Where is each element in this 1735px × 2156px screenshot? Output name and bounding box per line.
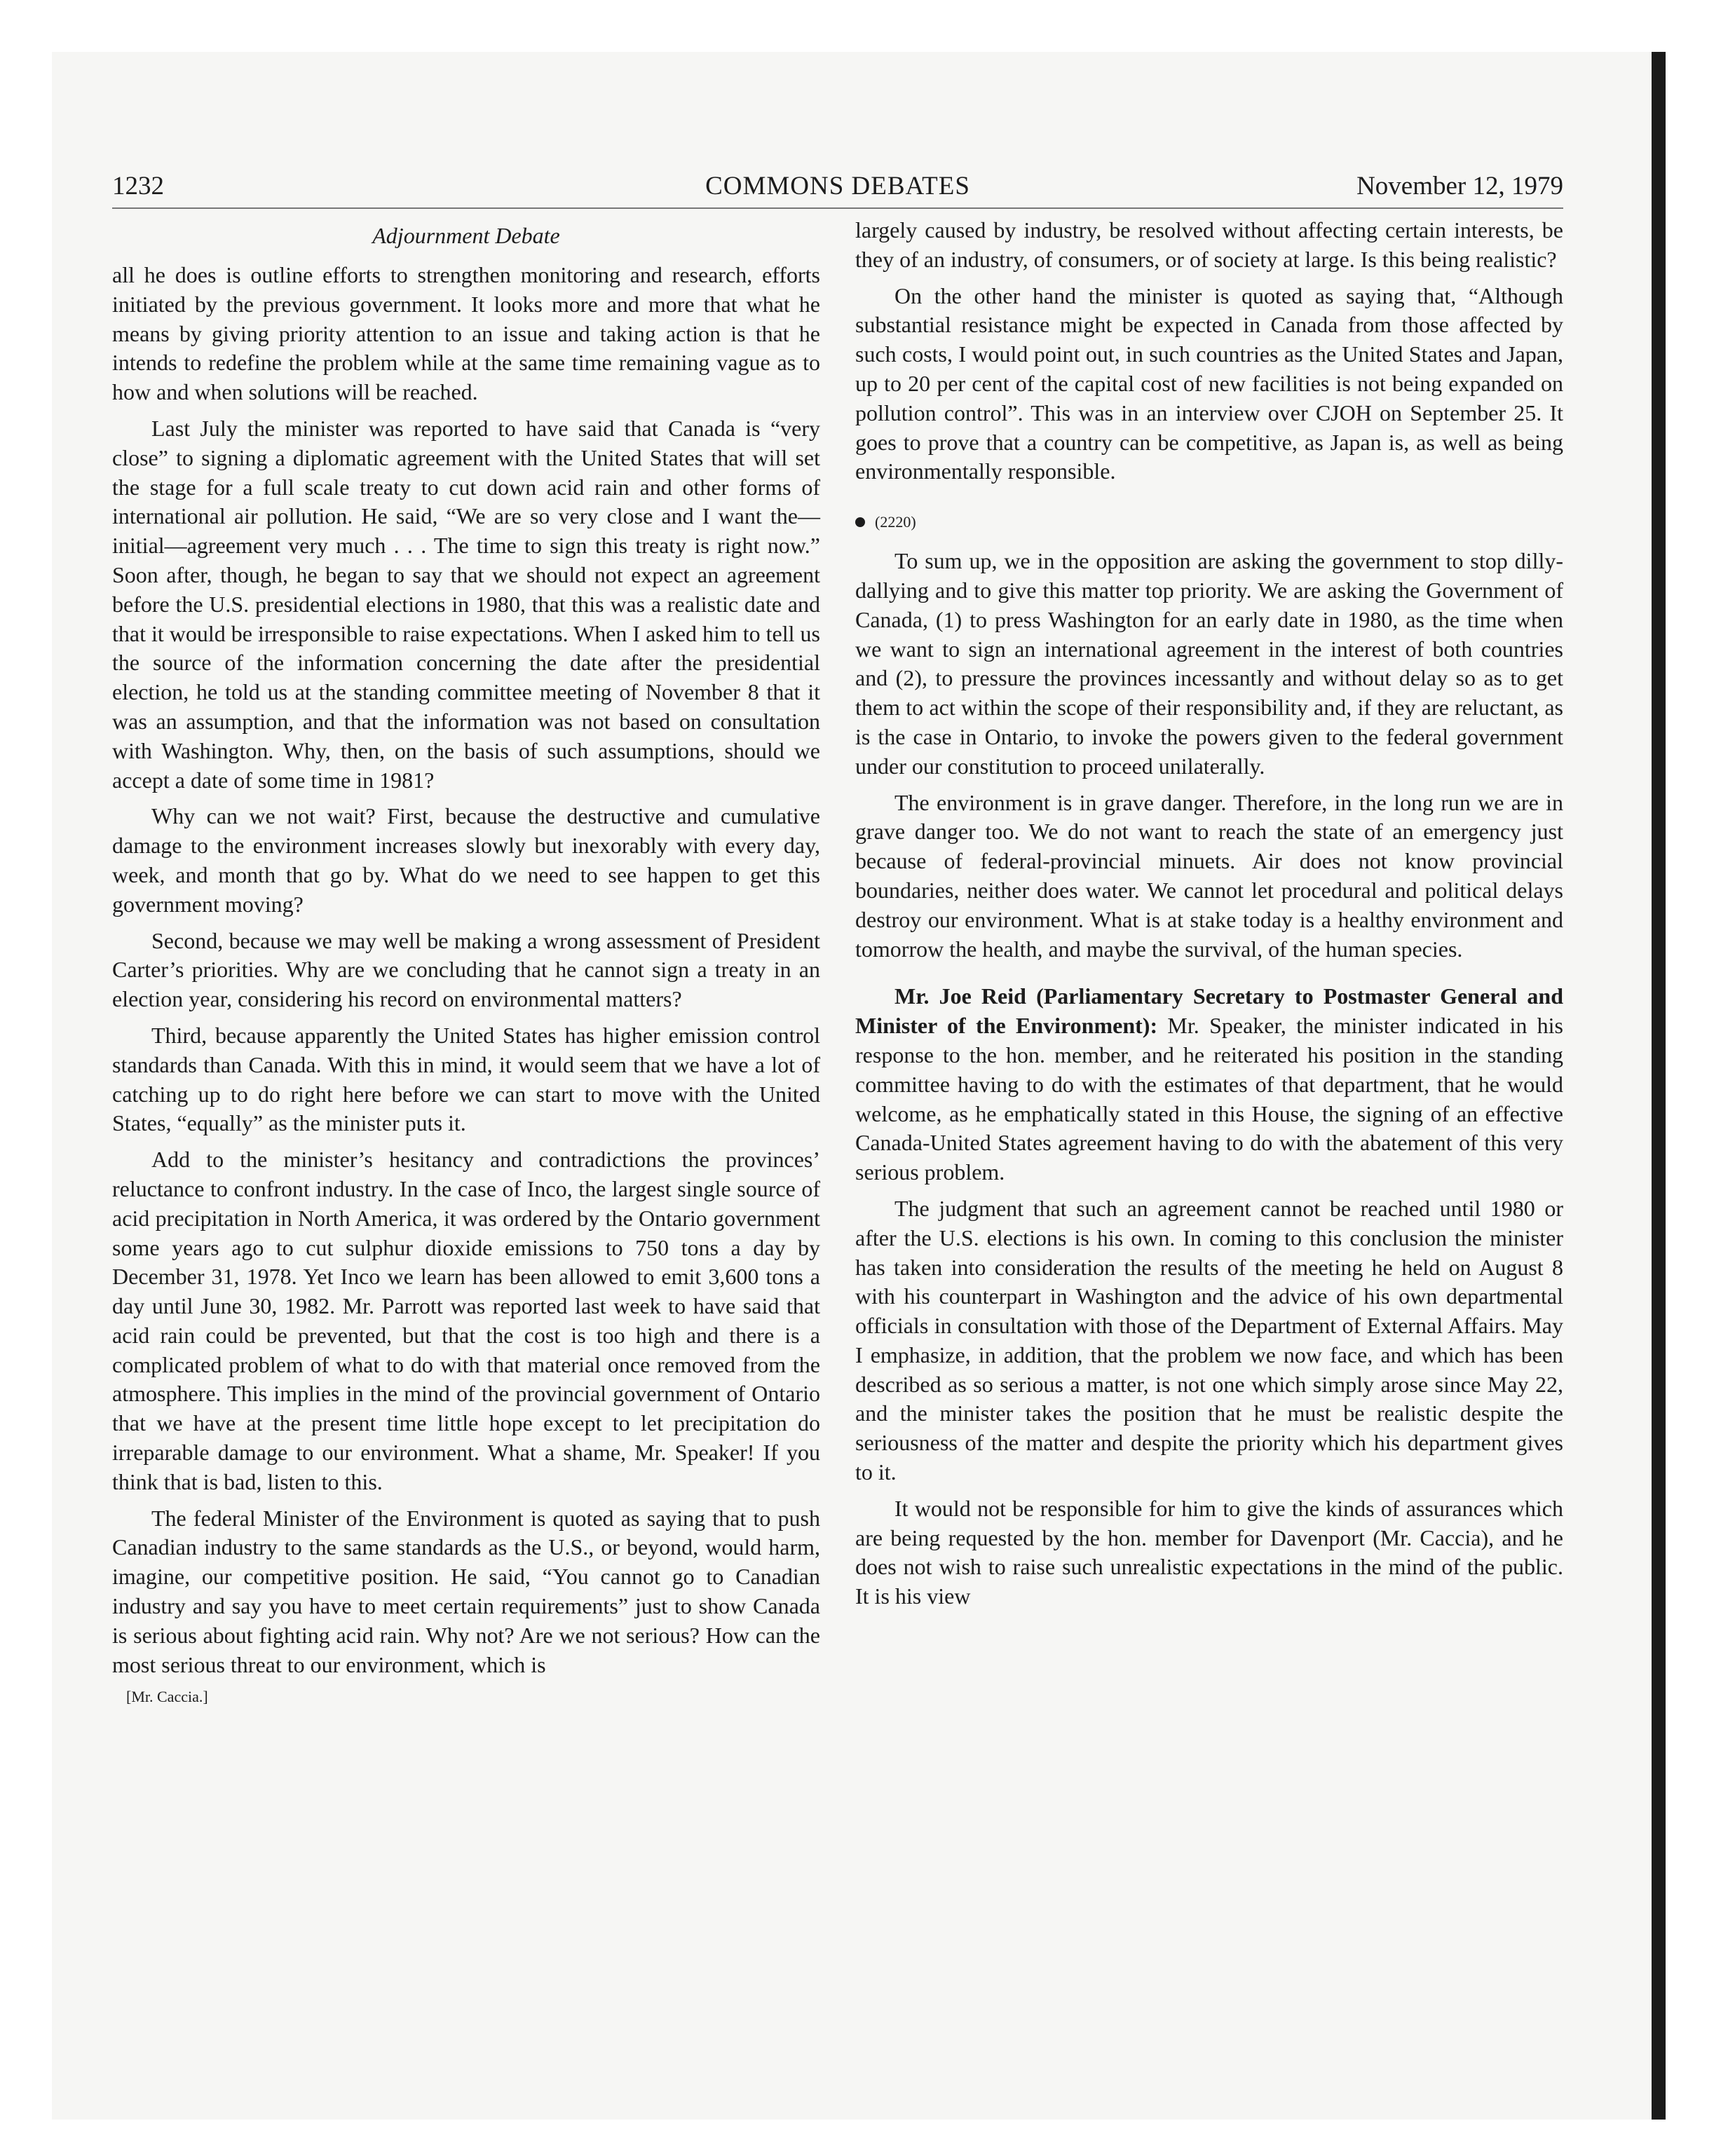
- page-header: [112, 165, 1563, 207]
- speech-text: Mr. Speaker, the minister indicated in his response to the hon. member, and he reiterated his position in the standing committee having to do with the estimates of that department, that he would welcome, as he emphatically stated in this House, the signing of an effective Canada-United States agreement having to do with the abatement of this very serious problem.: [855, 1013, 1563, 1185]
- publication-title: COMMONS DEBATES: [705, 172, 970, 200]
- paragraph: On the other hand the minister is quoted as saying that, “Although substantial resistance might be expected in Canada from those affected by such costs, I would point out, in such countries as the United States and Japan, up to 20 per cent of the capital cost of new facilities is not being expanded on pollution control”. This was in an interview over CJOH on September 25. It goes to prove that a country can be competitive, as Japan is, as well as being environmentally responsible.: [855, 282, 1563, 484]
- paragraph: largely caused by industry, be resolved without affecting certain interests, be they of an industry, of consumers, or of society at large. Is this being realistic?: [855, 217, 1563, 272]
- paragraph: Add to the minister’s hesitancy and contradictions the provinces’ reluctance to confront industry. In the case of Inco, the largest single source of acid precipitation in North America, it was ordered by the Ontario government some years ago to cut sulphur dioxide emissions to 750 tons a day by December 31, 1978. Yet Inco we learn has been allowed to emit 3,600 tons a day until June 30, 1982. Mr. Parrott was reported last week to have said that acid rain could be prevented, but that the cost is too high and there is a complicated problem of what to do with that material once removed from the atmosphere. This implies in the mind of the provincial government of Ontario that we have at the present time little hope except to let precipitation do irreparable damage to our environment. What a shame, Mr. Speaker! If you think that is bad, listen to this.: [112, 1147, 820, 1494]
- speech-paragraph: [855, 982, 1563, 1187]
- scan-edge: [1652, 52, 1666, 2120]
- paragraph: all he does is outline efforts to strengthen monitoring and research, efforts initiated by the previous government. It looks more and more that what he means by giving priority attention to an issue and taking action is that he intends to redefine the problem while at the same time remaining vague as to how and when solutions will be reached.: [112, 262, 820, 405]
- paragraph: The federal Minister of the Environment is quoted as saying that to push Canadian industry to the same standards as the U.S., or beyond, would harm, imagine, our competitive position. He said, “You cannot go to Canadian industry and say you have to meet certain requirements” just to show Canada is serious about fighting acid rain. Why not? Are we not serious? How can the most serious threat to our environment, which is: [112, 1505, 820, 1677]
- speaker-name: Mr. Joe Reid (Parliamentary Secretary to Postmaster General and Minister of the Environment):: [855, 983, 1563, 1039]
- paragraph: Last July the minister was reported to have said that Canada is “very close” to signing a diplomatic agreement with the United States that will set the stage for a full scale treaty to cut down acid rain and other forms of international air pollution. He said, “We are so very close and I want the—initial—agreement very much . . . The time to sign this treaty is right now.” Soon after, though, he began to say that we should not expect an agreement before the U.S. presidential elections in 1980, that this was a realistic date and that it would be irresponsible to raise expectations. When I asked him to tell us the source of the information concerning the date after the presidential election, he told us at the standing committee meeting of November 8 that it was an assumption, and that the information was not based on consultation with Washington. Why, then, on the basis of such assumptions, should we accept a date of some time in 1981?: [112, 415, 820, 793]
- bullet-icon: [855, 517, 865, 527]
- paragraph: Second, because we may well be making a wrong assessment of President Carter’s priorities. Why are we concluding that he cannot sign a treaty in an election year, considering his record on environmental matters?: [112, 927, 820, 1012]
- paragraph: The judgment that such an agreement cannot be reached until 1980 or after the U.S. elections is his own. In coming to this conclusion the minister has taken into consideration the results of the meeting he held on August 8 with his counterpart in Washington and the advice of his own departmental officials in consultation with those of the Department of External Affairs. May I emphasize, in addition, that the problem we now face, and which has been described as so serious a matter, is not one which simply arose since May 22, and the minister takes the position that he must be realistic despite the seriousness of the matter and despite the priority which his department gives to it.: [855, 1195, 1563, 1485]
- time-marker: [855, 512, 1563, 533]
- page-number: 1232: [112, 172, 164, 200]
- header-rule: [112, 207, 1563, 209]
- paragraph: Third, because apparently the United States has higher emission control standards than Canada. With this in mind, it would seem that we have a lot of catching up to do right here before we can start to move with the United States, “equally” as the minister puts it.: [112, 1022, 820, 1136]
- section-title: Adjournment Debate: [372, 223, 560, 248]
- time-marker-text: (2220): [875, 513, 916, 531]
- paragraph: Why can we not wait? First, because the destructive and cumulative damage to the environment increases slowly but inexorably with every day, week, and month that go by. What do we need to see happen to get this government moving?: [112, 803, 820, 917]
- paragraph: It would not be responsible for him to give the kinds of assurances which are being requested by the hon. member for Davenport (Mr. Caccia), and he does not wish to raise such unrealistic expectations in the mind of the public. It is his view: [855, 1495, 1563, 1609]
- paragraph: The environment is in grave danger. Therefore, in the long run we are in grave danger too. We do not want to reach the state of an emergency just because of federal-provincial minuets. Air does not know provincial boundaries, neither does water. We cannot let procedural and political delays destroy our environment. What is at stake today is a healthy environment and tomorrow the health, and maybe the survival, of the human species.: [855, 789, 1563, 962]
- paragraph: To sum up, we in the opposition are asking the government to stop dilly-dallying and to give this matter top priority. We are asking the Government of Canada, (1) to press Washington for an early date in 1980, as the time when we want to sign an international agreement in the interest of both countries and (2), to pressure the provinces incessantly and without delay so as to get them to act within the scope of their responsibility and, if they are reluctant, as is the case in Ontario, to invoke the powers given to the federal government under our constitution to proceed unilaterally.: [855, 548, 1563, 779]
- speaker-note: [Mr. Caccia.]: [126, 1688, 208, 1706]
- issue-date: November 12, 1979: [1356, 172, 1563, 200]
- left-column: [112, 216, 820, 1707]
- right-column: [855, 216, 1563, 1618]
